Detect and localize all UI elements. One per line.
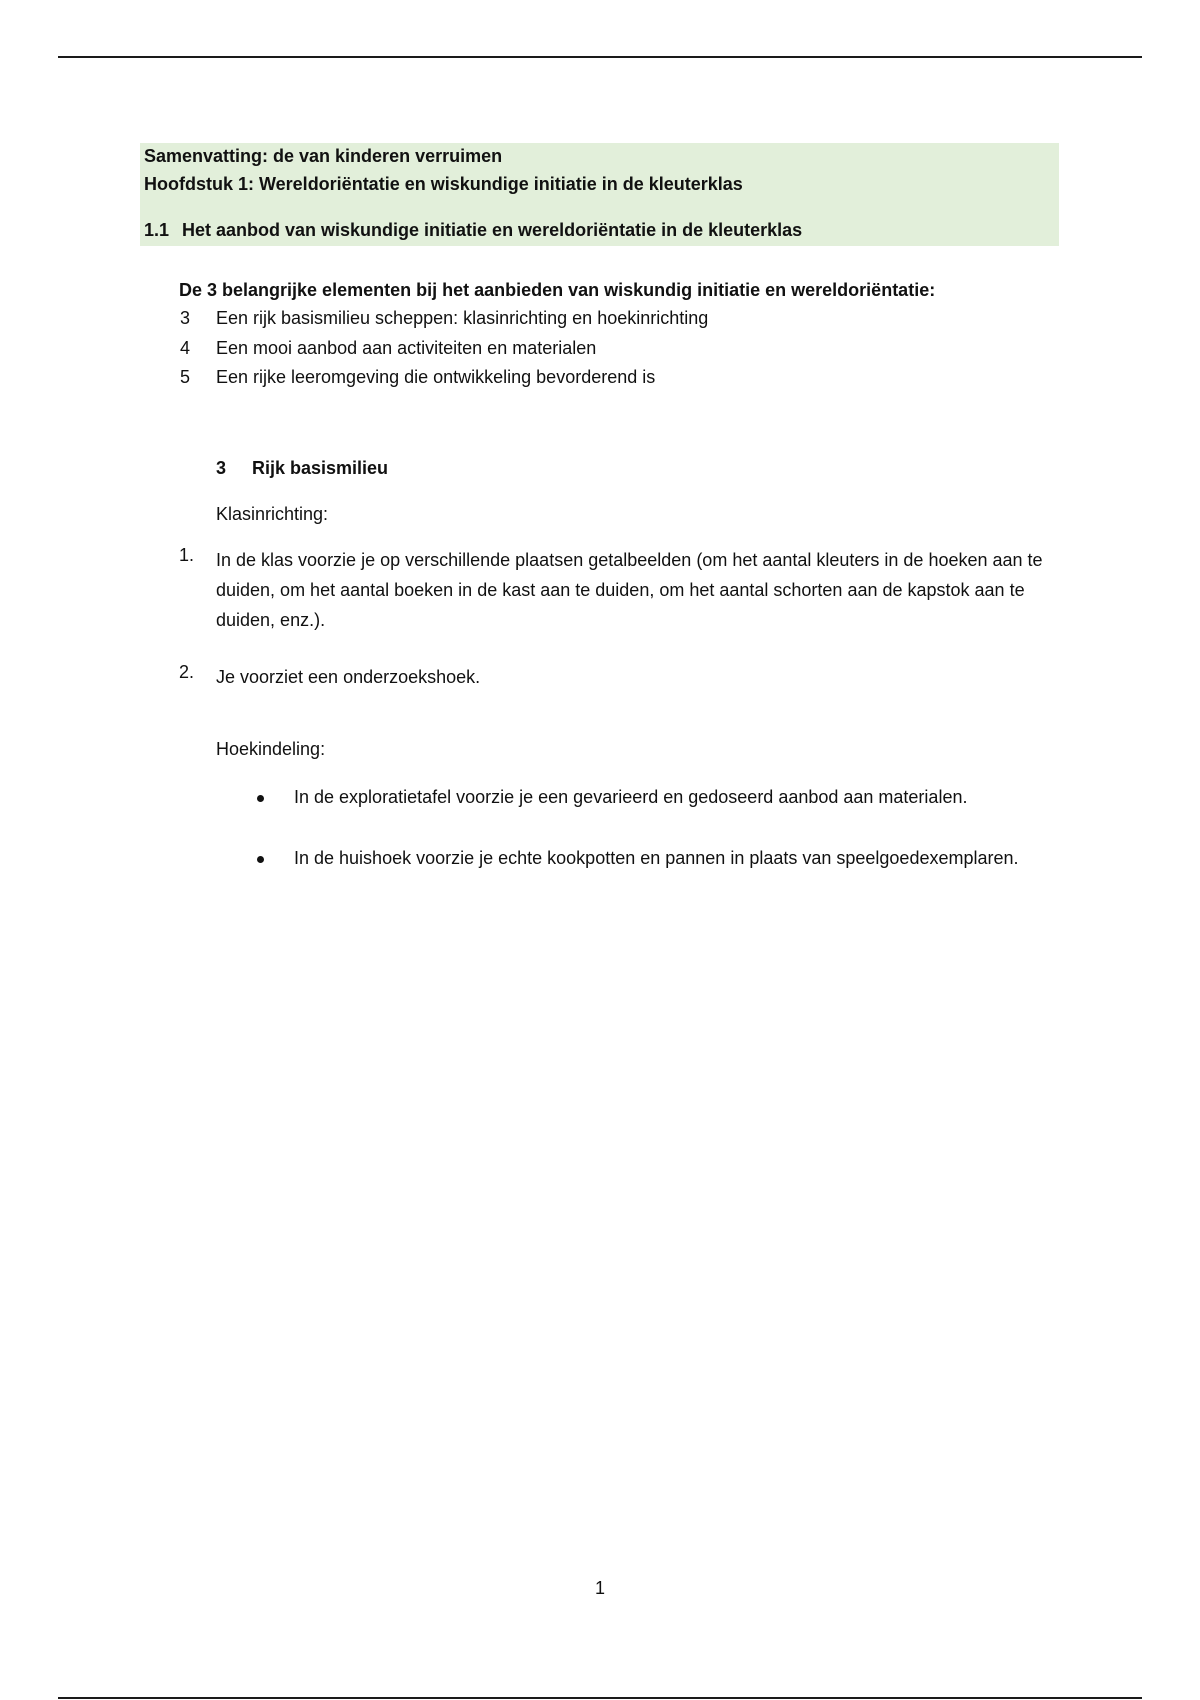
subsection-title: Rijk basismilieu bbox=[252, 458, 389, 478]
hoekindeling-label: Hoekindeling: bbox=[216, 739, 326, 759]
list-item: Een mooi aanbod aan activiteiten en materialen bbox=[216, 338, 597, 358]
bullet-icon bbox=[257, 856, 264, 863]
bullet-item: In de huishoek voorzie je echte kookpotten en pannen in plaats van speelgoedexemplaren. bbox=[294, 848, 1019, 868]
subsection-heading bbox=[216, 458, 388, 479]
list-item: Een rijke leeromgeving die ontwikkeling bevorderend is bbox=[216, 367, 656, 387]
header-rule bbox=[58, 56, 1142, 58]
intro-title: De 3 belangrijke elementen bij het aanbieden van wiskundig initiatie en wereldoriëntatie: bbox=[179, 280, 936, 300]
ordered-item-number: 2. bbox=[179, 662, 195, 682]
ordered-item: In de klas voorzie je op verschillende plaatsen getalbeelden (om het aantal kleuters in de hoeken aan te duiden, om het aantal boeken in de kast aan te duiden, om het aantal schorten aan de kapstok aan te duiden, enz.). bbox=[216, 550, 1043, 630]
ordered-item-number: 1. bbox=[179, 545, 195, 565]
page-number: 1 bbox=[594, 1578, 605, 1598]
list-item-number: 5 bbox=[180, 367, 191, 387]
document-header-block bbox=[140, 143, 1059, 246]
klasinrichting-label: Klasinrichting: bbox=[216, 504, 329, 524]
list-item-number: 3 bbox=[180, 308, 191, 328]
bullet-item: In de exploratietafel voorzie je een gevarieerd en gedoseerd aanbod aan materialen. bbox=[294, 787, 968, 807]
ordered-item: Je voorziet een onderzoekshoek. bbox=[216, 667, 481, 687]
section-heading bbox=[144, 220, 802, 241]
chapter-title: Hoofdstuk 1: Wereldoriëntatie en wiskundige initiatie in de kleuterklas bbox=[144, 174, 743, 194]
section-number: 1.1 bbox=[144, 220, 170, 240]
footer-rule bbox=[58, 1697, 1142, 1699]
bullet-icon bbox=[257, 795, 264, 802]
summary-title: Samenvatting: de van kinderen verruimen bbox=[144, 146, 503, 166]
section-title: Het aanbod van wiskundige initiatie en wereldoriëntatie in de kleuterklas bbox=[182, 220, 803, 240]
list-item-number: 4 bbox=[180, 338, 191, 358]
subsection-number: 3 bbox=[216, 458, 227, 478]
list-item: Een rijk basismilieu scheppen: klasinrichting en hoekinrichting bbox=[216, 308, 709, 328]
